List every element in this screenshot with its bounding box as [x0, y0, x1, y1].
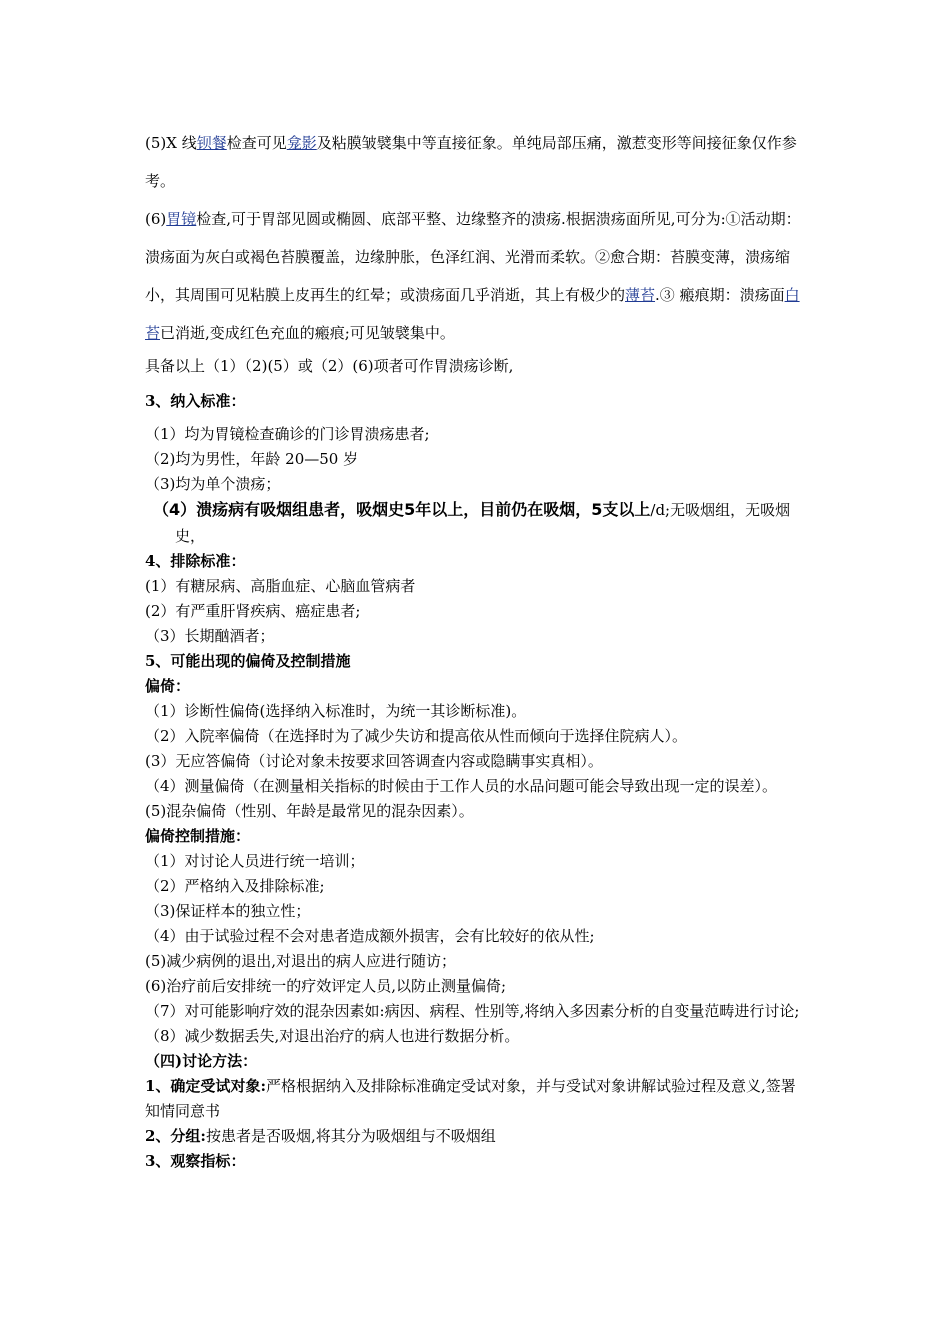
bias-item-4: （4）测量偏倚（在测量相关指标的时候由于工作人员的水品问题可能会导致出现一定的误差）。 [145, 777, 778, 795]
inclusion-item-3: （3)均为单个溃疡； [145, 475, 281, 493]
exclusion-item-2: (2）有严重肝肾疾病、癌症患者; [145, 602, 361, 620]
control-item-4: （4）由于试验过程不会对患者造成额外损害，会有比较好的依从性; [145, 927, 595, 945]
bias-item-1: （1）诊断性偏倚(选择纳入标准时，为统一其诊断标准)。 [145, 702, 527, 720]
control-item-5: (5)减少病例的退出,对退出的病人应进行随访； [145, 952, 457, 970]
methods-item-2: 2、分组:按患者是否吸烟,将其分为吸烟组与不吸烟组 [145, 1127, 496, 1145]
bias-item-3: (3）无应答偏倚（讨论对象未按要求回答调查内容或隐瞒事实真相）。 [145, 752, 603, 770]
link-white-coating[interactable]: 白苔 [145, 286, 800, 342]
inclusion-item-2: （2)均为男性，年龄 20—50 岁 [145, 450, 359, 468]
control-heading: 偏倚控制措施： [145, 827, 251, 845]
bias-item-2: （2）入院率偏倚（在选择时为了减少失访和提高依从性而倾向于选择住院病人）。 [145, 727, 688, 745]
exclusion-item-1: (1）有糖尿病、高脂血症、心脑血管病者 [145, 577, 416, 595]
control-item-7: （7）对可能影响疗效的混杂因素如:病因、病程、性别等,将纳入多因素分析的自变量范畴进行讨论; [145, 1002, 800, 1020]
exclusion-item-3: （3）长期酗酒者； [145, 627, 275, 645]
control-item-8: （8）减少数据丢失,对退出治疗的病人也进行数据分析。 [145, 1027, 520, 1045]
bias-item-5: (5)混杂偏倚（性别、年龄是最常见的混杂因素）。 [145, 802, 474, 820]
inclusion-item-4: （4）溃疡病有吸烟组患者，吸烟史5年以上，目前仍在吸烟，5支以上/d;无吸烟组，无吸烟史， [153, 500, 791, 545]
control-item-6: (6)治疗前后安排统一的疗效评定人员,以防止测量偏倚; [145, 977, 507, 995]
methods-item-1: 1、确定受试对象:严格根据纳入及排除标准确定受试对象，并与受试对象讲解试验过程及意义,签署知情同意书 [145, 1077, 796, 1120]
inclusion-heading: 3、纳入标准： [145, 392, 246, 410]
diagnosis-item-5: (5)X 线钡餐检查可见龛影及粘膜皱襞集中等直接征象。单纯局部压痛，激惹变形等间接征象仅作参考。 [145, 134, 797, 190]
link-thin-coating[interactable]: 薄苔 [625, 286, 656, 304]
link-niche-shadow[interactable]: 龛影 [286, 134, 317, 152]
control-item-2: （2）严格纳入及排除标准; [145, 877, 325, 895]
diagnosis-summary: 具备以上（1）（2)(5）或（2）(6)项者可作胃溃疡诊断, [145, 357, 514, 375]
control-item-1: （1）对讨论人员进行统一培训； [145, 852, 365, 870]
bias-heading: 5、可能出现的偏倚及控制措施 [145, 652, 351, 670]
link-barium-meal[interactable]: 钡餐 [196, 134, 227, 152]
methods-item-3: 3、观察指标： [145, 1152, 246, 1170]
diagnosis-item-6: (6)胃镜检查,可于胃部见圆或椭圆、底部平整、边缘整齐的溃疡.根据溃疡面所见,可分为:①活动期：溃疡面为灰白或褐色苔膜覆盖，边缘肿胀，色泽红润、光滑而柔软。②愈合期：苔膜变薄，溃疡缩小，其周围可见粘膜上皮再生的红晕；或溃疡面几乎消逝，其上有极少的薄苔.③ 瘢痕期：溃疡面白苔已消逝,变成红色充血的瘢痕;可见皱襞集中。 [145, 210, 801, 342]
bias-sub-heading: 偏倚： [145, 677, 191, 695]
inclusion-item-1: （1）均为胃镜检查确诊的门诊胃溃疡患者; [145, 425, 430, 443]
exclusion-heading: 4、排除标准： [145, 552, 246, 570]
control-item-3: （3)保证样本的独立性； [145, 902, 311, 920]
document-body [145, 124, 810, 1174]
link-gastroscope[interactable]: 胃镜 [166, 210, 197, 228]
methods-heading: （四)讨论方法： [145, 1052, 258, 1070]
